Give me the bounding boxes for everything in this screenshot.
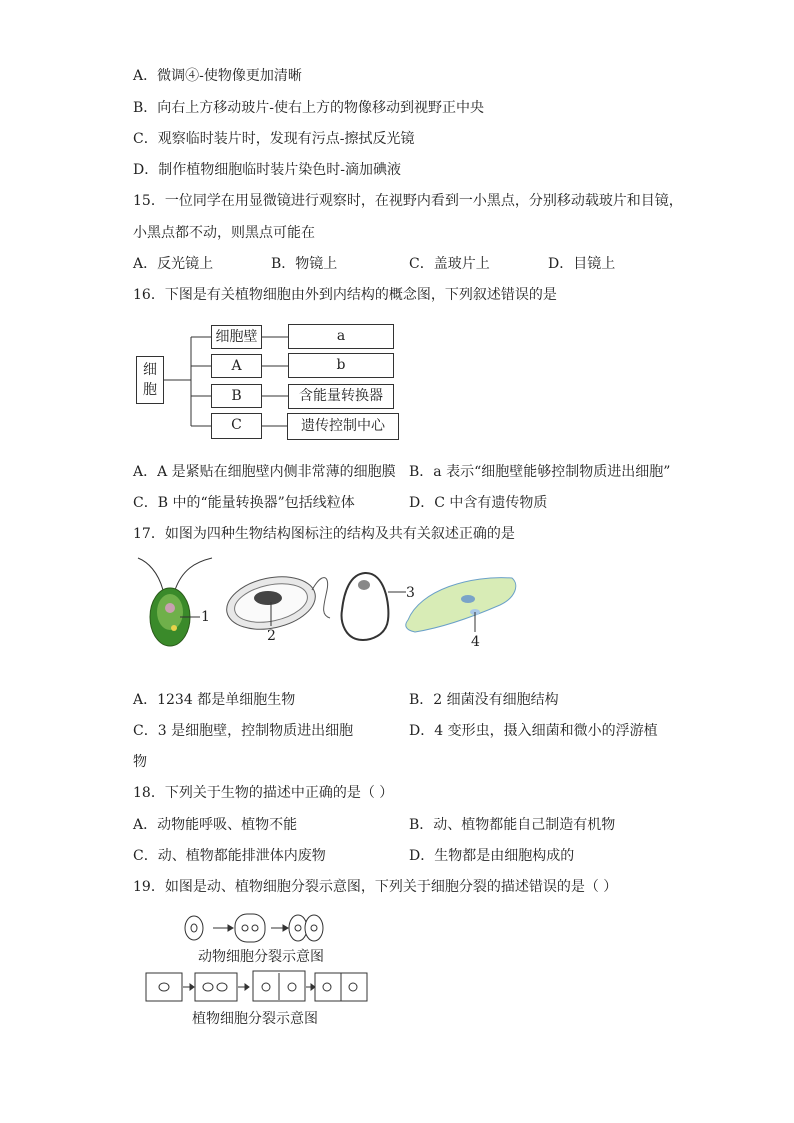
q19-stem: 19．如图是动、植物细胞分裂示意图，下列关于细胞分裂的描述错误的是（ ） xyxy=(133,879,618,895)
q15-stem-line2: 小黑点都不动，则黑点可能在 xyxy=(133,225,315,241)
organism-label-2: 2 xyxy=(267,628,276,644)
organism-label-4: 4 xyxy=(471,634,480,650)
q15-option-b: B．物镜上 xyxy=(271,256,338,272)
plant-division-sequence xyxy=(146,971,367,1001)
q17-stem: 17．如图为四种生物结构图标注的结构及共有关叙述正确的是 xyxy=(133,526,515,542)
q17-option-d-line1: D．4 变形虫，摄入细菌和微小的浮游植 xyxy=(409,723,658,739)
q17-option-d-line2: 物 xyxy=(133,754,147,770)
animal-division-caption: 动物细胞分裂示意图 xyxy=(198,949,324,965)
diagram-result-genetic: 遗传控制中心 xyxy=(287,413,399,440)
q16-stem: 16．下图是有关植物细胞由外到内结构的概念图，下列叙述错误的是 xyxy=(133,287,557,303)
q16-option-b: B．a 表示“细胞壁能够控制物质进出细胞” xyxy=(409,464,671,480)
organism-label-1: 1 xyxy=(201,609,210,625)
q16-option-a: A．A 是紧贴在细胞壁内侧非常薄的细胞膜 xyxy=(133,464,396,480)
animal-division-sequence xyxy=(185,914,323,942)
q17-option-c: C．3 是细胞壁，控制物质进出细胞 xyxy=(133,723,354,739)
q18-option-d: D．生物都是由细胞构成的 xyxy=(409,848,575,864)
diagram-result-b: b xyxy=(288,353,394,378)
plant-division-caption: 植物细胞分裂示意图 xyxy=(192,1011,318,1027)
diagram-node-cell-wall: 细胞壁 xyxy=(211,325,262,349)
diagram-node-c: C xyxy=(211,413,262,439)
q14-option-a: A．微调④-使物像更加清晰 xyxy=(133,68,302,84)
q16-option-c: C．B 中的“能量转换器”包括线粒体 xyxy=(133,495,355,511)
q17-option-a: A．1234 都是单细胞生物 xyxy=(133,692,296,708)
q15-option-a: A．反光镜上 xyxy=(133,256,214,272)
q18-option-b: B．动、植物都能自己制造有机物 xyxy=(409,817,616,833)
q14-option-c: C．观察临时装片时，发现有污点-擦拭反光镜 xyxy=(133,131,415,147)
q14-option-d: D．制作植物细胞临时装片染色时-滴加碘液 xyxy=(133,162,401,178)
q15-option-c: C．盖玻片上 xyxy=(409,256,490,272)
diagram-result-a: a xyxy=(288,324,394,349)
q15-stem-line1: 15．一位同学在用显微镜进行观察时，在视野内看到一小黑点，分别移动载玻片和目镜， xyxy=(133,193,683,209)
q15-option-d: D．目镜上 xyxy=(548,256,616,272)
diagram-node-a: A xyxy=(211,354,262,378)
q17-option-b: B．2 细菌没有细胞结构 xyxy=(409,692,559,708)
diagram-result-energy: 含能量转换器 xyxy=(288,384,394,409)
q16-option-d: D．C 中含有遗传物质 xyxy=(409,495,548,511)
organism-label-3: 3 xyxy=(406,585,415,601)
q18-option-a: A．动物能呼吸、植物不能 xyxy=(133,817,298,833)
q18-option-c: C．动、植物都能排泄体内废物 xyxy=(133,848,326,864)
diagram-root-char-2: 胞 xyxy=(143,382,157,398)
diagram-node-b: B xyxy=(211,384,262,408)
q18-stem: 18．下列关于生物的描述中正确的是（ ） xyxy=(133,785,394,801)
diagram-root-char-1: 细 xyxy=(143,362,157,378)
q14-option-b: B．向右上方移动玻片-使右上方的物像移动到视野正中央 xyxy=(133,100,485,116)
